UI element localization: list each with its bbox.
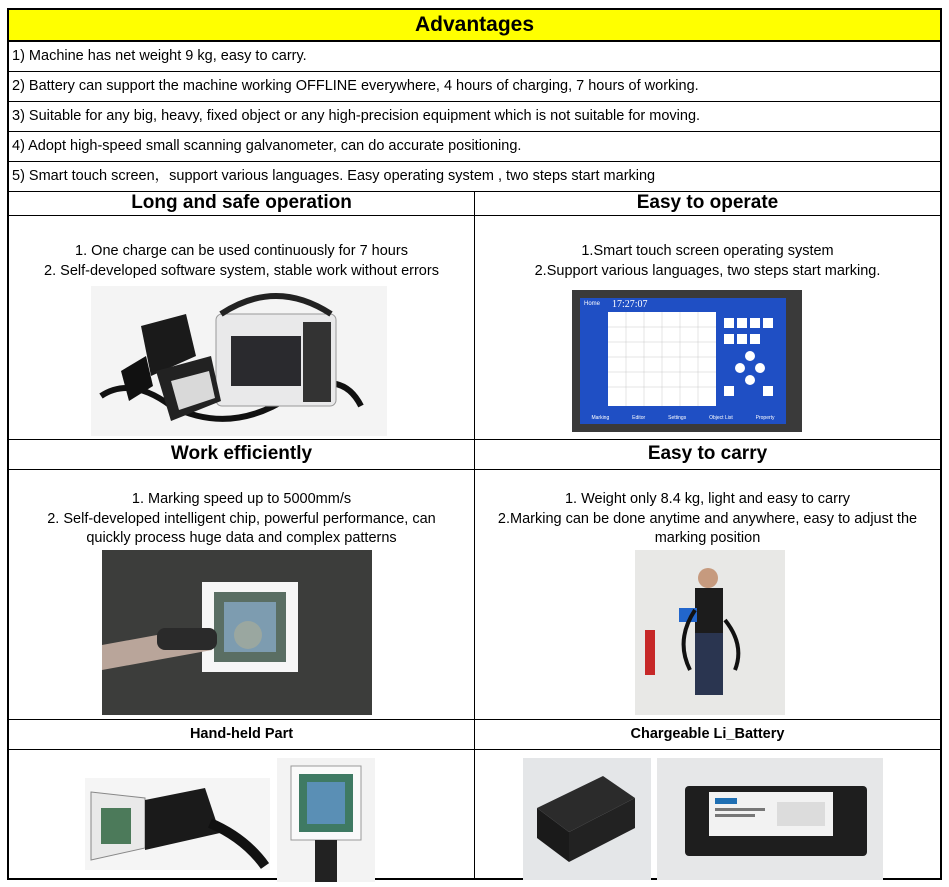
efficient-cell bbox=[9, 470, 475, 719]
description-line: 1.Smart touch screen operating system bbox=[581, 243, 834, 259]
description-line: 1. One charge can be used continuously for 7 hours bbox=[75, 243, 408, 259]
carry-cell bbox=[475, 470, 940, 719]
section-heading: Chargeable Li_Battery bbox=[630, 726, 785, 742]
description-line: 1. Marking speed up to 5000mm/s bbox=[131, 491, 352, 507]
description-line: 1. Weight only 8.4 kg, light and easy to carry bbox=[564, 491, 851, 507]
screen-tab: Editor bbox=[632, 415, 646, 421]
touch-screen-photo bbox=[572, 290, 802, 432]
description-line: 2.Support various languages, two steps start marking. bbox=[534, 262, 881, 279]
description-line: quickly process huge data and complex patterns bbox=[86, 530, 397, 546]
section-header-row bbox=[9, 440, 940, 470]
section-content-row bbox=[9, 750, 940, 880]
screen-tab: Property bbox=[755, 415, 775, 421]
advantage-item: 2) Battery can support the machine working OFFLINE everywhere, 4 hours of charging, 7 hours of working. bbox=[9, 72, 940, 102]
person-carrying-photo bbox=[635, 550, 785, 715]
section-heading: Long and safe operation bbox=[9, 192, 475, 215]
advantages-sheet bbox=[7, 8, 942, 880]
battery-angle-photo bbox=[523, 758, 651, 880]
advantage-item: 4) Adopt high-speed small scanning galvanometer, can do accurate positioning. bbox=[9, 132, 940, 162]
screen-tab: Settings bbox=[668, 415, 687, 421]
screen-button-pad bbox=[722, 314, 778, 402]
screen-display bbox=[580, 298, 786, 424]
description-line: 2. Self-developed intelligent chip, powerful performance, can bbox=[47, 510, 436, 527]
screen-canvas bbox=[608, 312, 716, 406]
battery-cell bbox=[475, 750, 940, 880]
page-title: Advantages bbox=[9, 10, 940, 42]
handheld-side-photo bbox=[85, 778, 270, 870]
section-heading: Easy to carry bbox=[647, 443, 768, 464]
section-heading: Hand-held Part bbox=[9, 720, 475, 749]
section-header-row bbox=[9, 192, 940, 216]
laser-marker-photo bbox=[91, 286, 387, 436]
long-safe-cell bbox=[9, 216, 475, 439]
description-line: marking position bbox=[654, 530, 761, 546]
screen-home-label: Home bbox=[584, 301, 601, 307]
description-line: 2. Self-developed software system, stable work without errors bbox=[44, 262, 439, 279]
screen-tab: Object List bbox=[709, 415, 733, 421]
section-content-row bbox=[9, 216, 940, 440]
section-header-row bbox=[9, 720, 940, 750]
advantage-item: 5) Smart touch screen，support various languages. Easy operating system , two steps start marking bbox=[9, 162, 940, 192]
advantage-item: 1) Machine has net weight 9 kg, easy to carry. bbox=[9, 42, 940, 72]
section-heading: Work efficiently bbox=[9, 440, 475, 469]
description-line: 2.Marking can be done anytime and anywhere, easy to adjust the bbox=[497, 510, 918, 527]
screen-tab-bar bbox=[580, 412, 786, 424]
battery-label-photo bbox=[657, 758, 883, 880]
marking-head-photo bbox=[102, 550, 372, 715]
section-heading: Easy to operate bbox=[636, 192, 779, 213]
advantage-item: 3) Suitable for any big, heavy, fixed object or any high-precision equipment which is not suitable for moving. bbox=[9, 102, 940, 132]
screen-clock: 17:27:07 bbox=[612, 299, 648, 310]
easy-operate-cell bbox=[475, 216, 940, 439]
handheld-cell bbox=[9, 750, 475, 880]
screen-tab: Marking bbox=[591, 415, 610, 421]
handheld-front-photo bbox=[277, 758, 375, 882]
section-content-row bbox=[9, 470, 940, 720]
